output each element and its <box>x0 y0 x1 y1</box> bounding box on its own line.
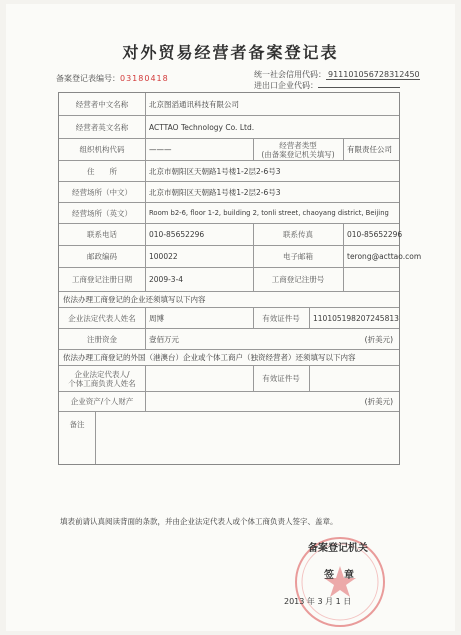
capital-unit: (折美元) <box>364 334 393 344</box>
form-number-value: 03180418 <box>120 74 169 83</box>
biz-cn-value: 北京市朝阳区天朝路1号楼1-2层2-6号3 <box>149 187 281 197</box>
section2-header: 依法办理工商登记的外国（港澳台）企业或个体工商户（独资经营者）还须填写以下内容 <box>63 353 356 362</box>
reg-no-value <box>343 268 399 291</box>
rep-id-value: 110105198207245813 <box>313 313 399 323</box>
org-code-value: ——— <box>149 145 172 154</box>
reg-date-label: 工商登记注册日期 <box>72 275 132 284</box>
cn-name-value: 北京图滔通讯科技有限公司 <box>149 99 239 109</box>
rep-name-label: 企业法定代表人姓名 <box>68 313 136 323</box>
importer-code-value <box>318 87 400 88</box>
phone-value: 010-85652296 <box>149 230 205 239</box>
table-row <box>59 203 399 224</box>
registration-table <box>58 92 422 465</box>
table-row <box>59 139 399 161</box>
credit-code: 统一社会信用代码： 911101056728312450 <box>254 70 420 79</box>
assets-label: 企业资产/个人财产 <box>70 397 134 406</box>
biz-en-label: 经营场所（英文） <box>72 208 132 218</box>
biz-cn-label: 经营场所（中文） <box>72 187 132 197</box>
zip-label: 邮政编码 <box>87 252 117 261</box>
owner-id-label: 有效证件号 <box>262 374 300 383</box>
notes-row <box>59 412 399 464</box>
seal-label: 签 章 <box>324 570 354 581</box>
phone-label: 联系电话 <box>87 230 117 239</box>
en-name-label: 经营者英文名称 <box>75 122 129 132</box>
section-header-row <box>59 350 399 366</box>
table-row <box>59 268 399 292</box>
form-number: 备案登记表编号：03180418 <box>56 74 169 83</box>
email-value: terong@acttao.com <box>347 252 422 261</box>
table-row <box>59 93 399 116</box>
footer-instructions: 填表前请认真阅读背面的条款，并由企业法定代表人或个体工商负责人签字、盖章。 <box>60 517 338 526</box>
assets-unit: (折美元) <box>364 397 393 406</box>
email-label: 电子邮箱 <box>283 252 313 261</box>
entity-type-label: 经营者类型 (由备案登记机关填写) <box>261 140 335 159</box>
table-row <box>59 392 399 412</box>
sign-date: 2013 年 3 月 1 日 <box>284 597 352 606</box>
section1-header: 依法办理工商登记的企业还须填写以下内容 <box>63 295 206 304</box>
zip-value: 100022 <box>149 252 178 261</box>
table-row <box>59 308 399 329</box>
address-label: 住 所 <box>87 166 117 176</box>
capital-label: 注册资金 <box>87 334 117 344</box>
table-row <box>59 224 403 246</box>
cn-name-label: 经营者中文名称 <box>75 99 129 109</box>
section-header-row <box>59 292 399 308</box>
assets-value <box>145 392 345 411</box>
importer-code: 进出口企业代码： <box>254 80 400 91</box>
table-row <box>59 182 399 203</box>
capital-value: 壹佰万元 <box>149 334 179 344</box>
owner-name-value <box>145 366 253 391</box>
fax-label: 联系传真 <box>283 230 313 239</box>
reg-date-value: 2009-3-4 <box>149 275 184 284</box>
document-title: 对外贸易经营者备案登记表 <box>122 43 339 62</box>
entity-type-value: 有限责任公司 <box>347 145 392 154</box>
table-row <box>59 246 422 268</box>
credit-code-value: 911101056728312450 <box>328 70 420 79</box>
table-row <box>59 329 399 350</box>
table-row <box>59 116 399 139</box>
reg-no-label: 工商登记注册号 <box>271 275 325 284</box>
notes-value <box>95 412 399 464</box>
owner-name-label: 企业法定代表人/ 个体工商负责人姓名 <box>68 369 136 388</box>
org-code-label: 组织机构代码 <box>79 145 125 154</box>
en-name-value: ACTTAO Technology Co. Ltd. <box>149 122 255 132</box>
biz-en-value: Room b2-6, floor 1-2, building 2, tonli street, chaoyang district, Beijing <box>149 208 389 217</box>
table-row <box>59 366 399 392</box>
rep-name-value: 周博 <box>149 313 164 323</box>
rep-id-label: 有效证件号 <box>262 313 300 323</box>
notes-label: 备注 <box>69 420 85 429</box>
table-row <box>59 161 399 182</box>
authority-label: 备案登记机关 <box>308 543 368 554</box>
owner-id-value <box>309 366 399 391</box>
fax-value: 010-85652296 <box>347 230 403 239</box>
address-value: 北京市朝阳区天朝路1号楼1-2层2-6号3 <box>149 166 281 176</box>
